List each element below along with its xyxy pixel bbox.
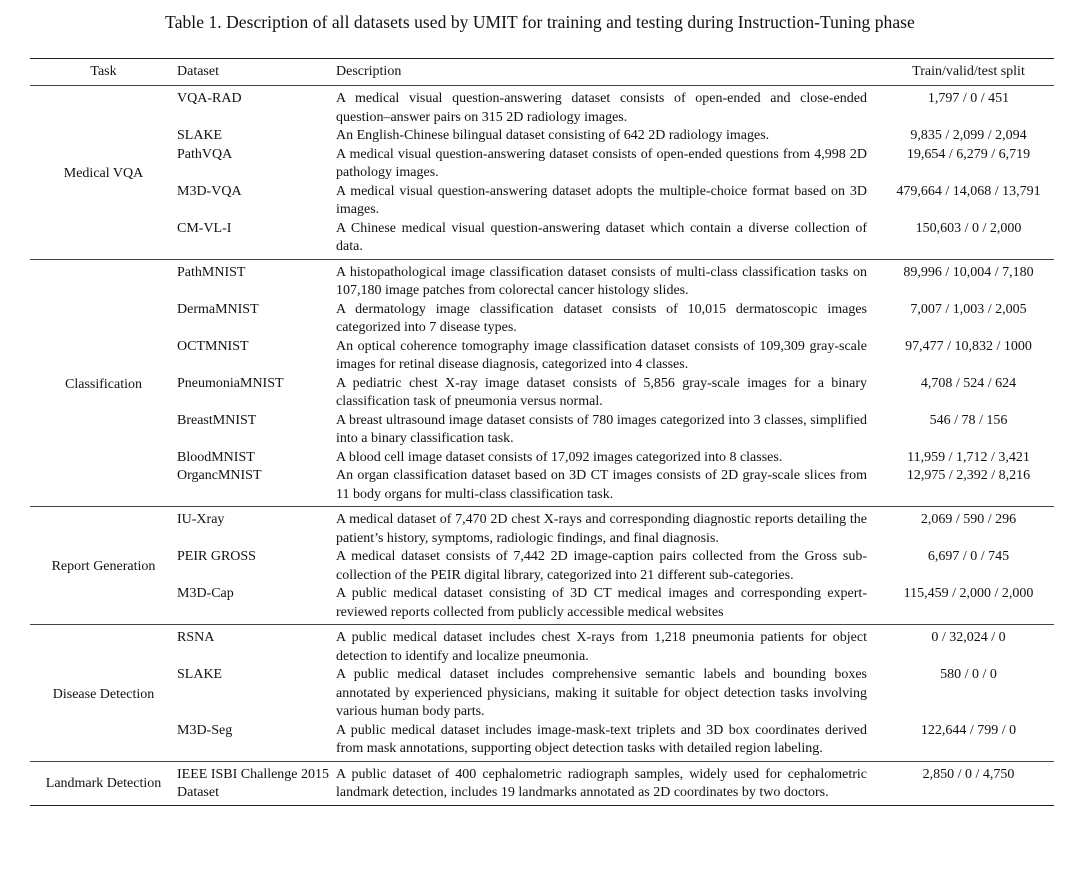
table-row	[30, 412, 1054, 449]
description-cell: A medical visual question-answering dataset consists of open-ended and close-ended question–answer pairs on 315 2D radiology images.	[336, 91, 867, 125]
dataset-cell: IU-Xray	[177, 512, 225, 527]
table-row	[30, 301, 1054, 338]
task-group	[30, 761, 1054, 805]
task-group	[30, 259, 1054, 507]
split-cell: 19,654 / 6,279 / 6,719	[906, 146, 1031, 162]
task-cell: Classification	[65, 376, 142, 392]
task-cell: Report Generation	[51, 559, 156, 575]
datasets-table	[30, 58, 1054, 806]
description-cell: A medical visual question-answering dataset consists of open-ended questions from 4,998 2D pathology images.	[336, 146, 867, 180]
dataset-cell: M3D-Seg	[177, 722, 233, 738]
description-cell: A medical dataset of 7,470 2D chest X-rays and corresponding diagnostic reports detailing the patient’s history, symptoms, radiologic findings, and final diagnosis.	[336, 512, 867, 546]
split-cell: 6,697 / 0 / 745	[927, 549, 1010, 564]
description-cell: A medical visual question-answering dataset adopts the multiple-choice format based on 3D images.	[336, 183, 867, 217]
dataset-cell: PEIR GROSS	[177, 549, 256, 564]
description-cell: An optical coherence tomography image classification dataset consists of 109,309 gray-scale images for retinal disease diagnosis, categorized into 4 classes.	[336, 338, 867, 372]
description-cell: A public medical dataset consisting of 3D CT medical images and corresponding expert-reviewed reports collected from publicly accessible medical websites	[336, 586, 867, 620]
split-cell: 89,996 / 10,004 / 7,180	[903, 264, 1034, 280]
split-cell: 2,850 / 0 / 4,750	[922, 766, 1015, 782]
dataset-cell: RSNA	[177, 630, 215, 645]
dataset-cell: VQA-RAD	[177, 91, 242, 106]
table-header	[30, 59, 1054, 86]
table-row	[30, 146, 1054, 183]
dataset-cell: M3D-Cap	[177, 586, 234, 601]
task-cell: Landmark Detection	[45, 775, 162, 791]
dataset-cell: BloodMNIST	[177, 449, 255, 465]
description-cell: A medical dataset consists of 7,442 2D image-caption pairs collected from the Gross sub-collection of the PEIR digital library, categorized into 21 different sub-categories.	[336, 549, 867, 583]
table-row	[30, 548, 1054, 585]
dataset-cell: IEEE ISBI Challenge 2015 Dataset	[177, 766, 330, 800]
table-row	[30, 449, 1054, 468]
split-cell: 11,959 / 1,712 / 3,421	[907, 449, 1030, 465]
dataset-cell: SLAKE	[177, 667, 223, 682]
table-row	[30, 666, 1054, 722]
split-cell: 479,664 / 14,068 / 13,791	[896, 183, 1041, 199]
dataset-cell: CM-VL-I	[177, 220, 232, 236]
dataset-cell: PathMNIST	[177, 264, 246, 280]
table-row	[30, 507, 1054, 549]
dataset-cell: PneumoniaMNIST	[177, 375, 284, 391]
header-split: Train/valid/test split	[883, 59, 1054, 86]
dataset-cell: BreastMNIST	[177, 412, 257, 428]
description-cell: A public medical dataset includes image-mask-text triplets and 3D box coordinates derived from mask annotations, supporting object detection tasks with detailed region labeling.	[336, 722, 867, 756]
split-cell: 1,797 / 0 / 451	[927, 91, 1010, 106]
description-cell: A public medical dataset includes chest X-rays from 1,218 pneumonia patients for object detection to identify and localize pneumonia.	[336, 630, 867, 664]
description-cell: A public medical dataset includes comprehensive semantic labels and bounding boxes annotated by experienced physicians, making it suitable for object detection tasks involving various human body parts.	[336, 667, 867, 719]
description-cell: A breast ultrasound image dataset consists of 780 images categorized into 3 classes, simplified into a binary classification task.	[336, 412, 867, 446]
split-cell: 122,644 / 799 / 0	[920, 722, 1017, 738]
table-caption: Table 1. Description of all datasets used by UMIT for training and testing during Instruction-Tuning phase	[165, 12, 915, 32]
split-cell: 150,603 / 0 / 2,000	[915, 220, 1022, 236]
header-dataset: Dataset	[177, 59, 336, 86]
task-group	[30, 86, 1054, 260]
split-cell: 12,975 / 2,392 / 8,216	[906, 468, 1031, 483]
header-description: Description	[336, 59, 883, 86]
description-cell: A public dataset of 400 cephalometric radiograph samples, widely used for cephalometric landmark detection, includes 19 landmarks annotated as 2D coordinates by two doctors.	[336, 766, 867, 800]
description-cell: A dermatology image classification dataset consists of 10,015 dermatoscopic images categorized into 7 disease types.	[336, 301, 867, 335]
table-row	[30, 467, 1054, 507]
table-row	[30, 625, 1054, 667]
dataset-cell: PathVQA	[177, 146, 233, 162]
dataset-cell: OCTMNIST	[177, 338, 249, 354]
table-row	[30, 722, 1054, 762]
description-cell: An organ classification dataset based on 3D CT images consists of 2D gray-scale slices from 11 body organs for multi-class classification task.	[336, 468, 867, 502]
task-group	[30, 507, 1054, 625]
table-row	[30, 585, 1054, 625]
description-cell: A histopathological image classification dataset consists of multi-class classification tasks on 107,180 image patches from colorectal cancer histology slides.	[336, 264, 867, 298]
task-cell: Disease Detection	[52, 686, 155, 702]
split-cell: 7,007 / 1,003 / 2,005	[910, 301, 1027, 317]
split-cell: 580 / 0 / 0	[940, 667, 997, 682]
split-cell: 9,835 / 2,099 / 2,094	[910, 128, 1027, 143]
table-row	[30, 86, 1054, 128]
task-group	[30, 625, 1054, 762]
table-row	[30, 183, 1054, 220]
split-cell: 0 / 32,024 / 0	[931, 630, 1006, 645]
split-cell: 115,459 / 2,000 / 2,000	[903, 586, 1034, 601]
description-cell: A pediatric chest X-ray image dataset consists of 5,856 gray-scale images for a binary classification task of pneumonia versus normal.	[336, 375, 867, 409]
table-row	[30, 761, 1054, 805]
header-task: Task	[30, 59, 177, 86]
task-cell: Medical VQA	[63, 166, 144, 181]
table-row	[30, 127, 1054, 146]
table-row	[30, 220, 1054, 260]
table-row	[30, 259, 1054, 301]
dataset-cell: M3D-VQA	[177, 183, 242, 199]
dataset-cell: OrgancMNIST	[177, 468, 262, 483]
description-cell: A blood cell image dataset consists of 17,092 images categorized into 8 classes.	[336, 449, 783, 465]
description-cell: An English-Chinese bilingual dataset consisting of 642 2D radiology images.	[336, 128, 770, 143]
dataset-cell: SLAKE	[177, 128, 223, 143]
split-cell: 2,069 / 590 / 296	[920, 512, 1017, 527]
table-row	[30, 338, 1054, 375]
dataset-cell: DermaMNIST	[177, 301, 259, 317]
split-cell: 546 / 78 / 156	[929, 412, 1008, 428]
description-cell: A Chinese medical visual question-answering dataset which contain a diverse collection of data.	[336, 220, 867, 254]
split-cell: 97,477 / 10,832 / 1000	[905, 338, 1032, 354]
table-row	[30, 375, 1054, 412]
split-cell: 4,708 / 524 / 624	[920, 375, 1017, 391]
